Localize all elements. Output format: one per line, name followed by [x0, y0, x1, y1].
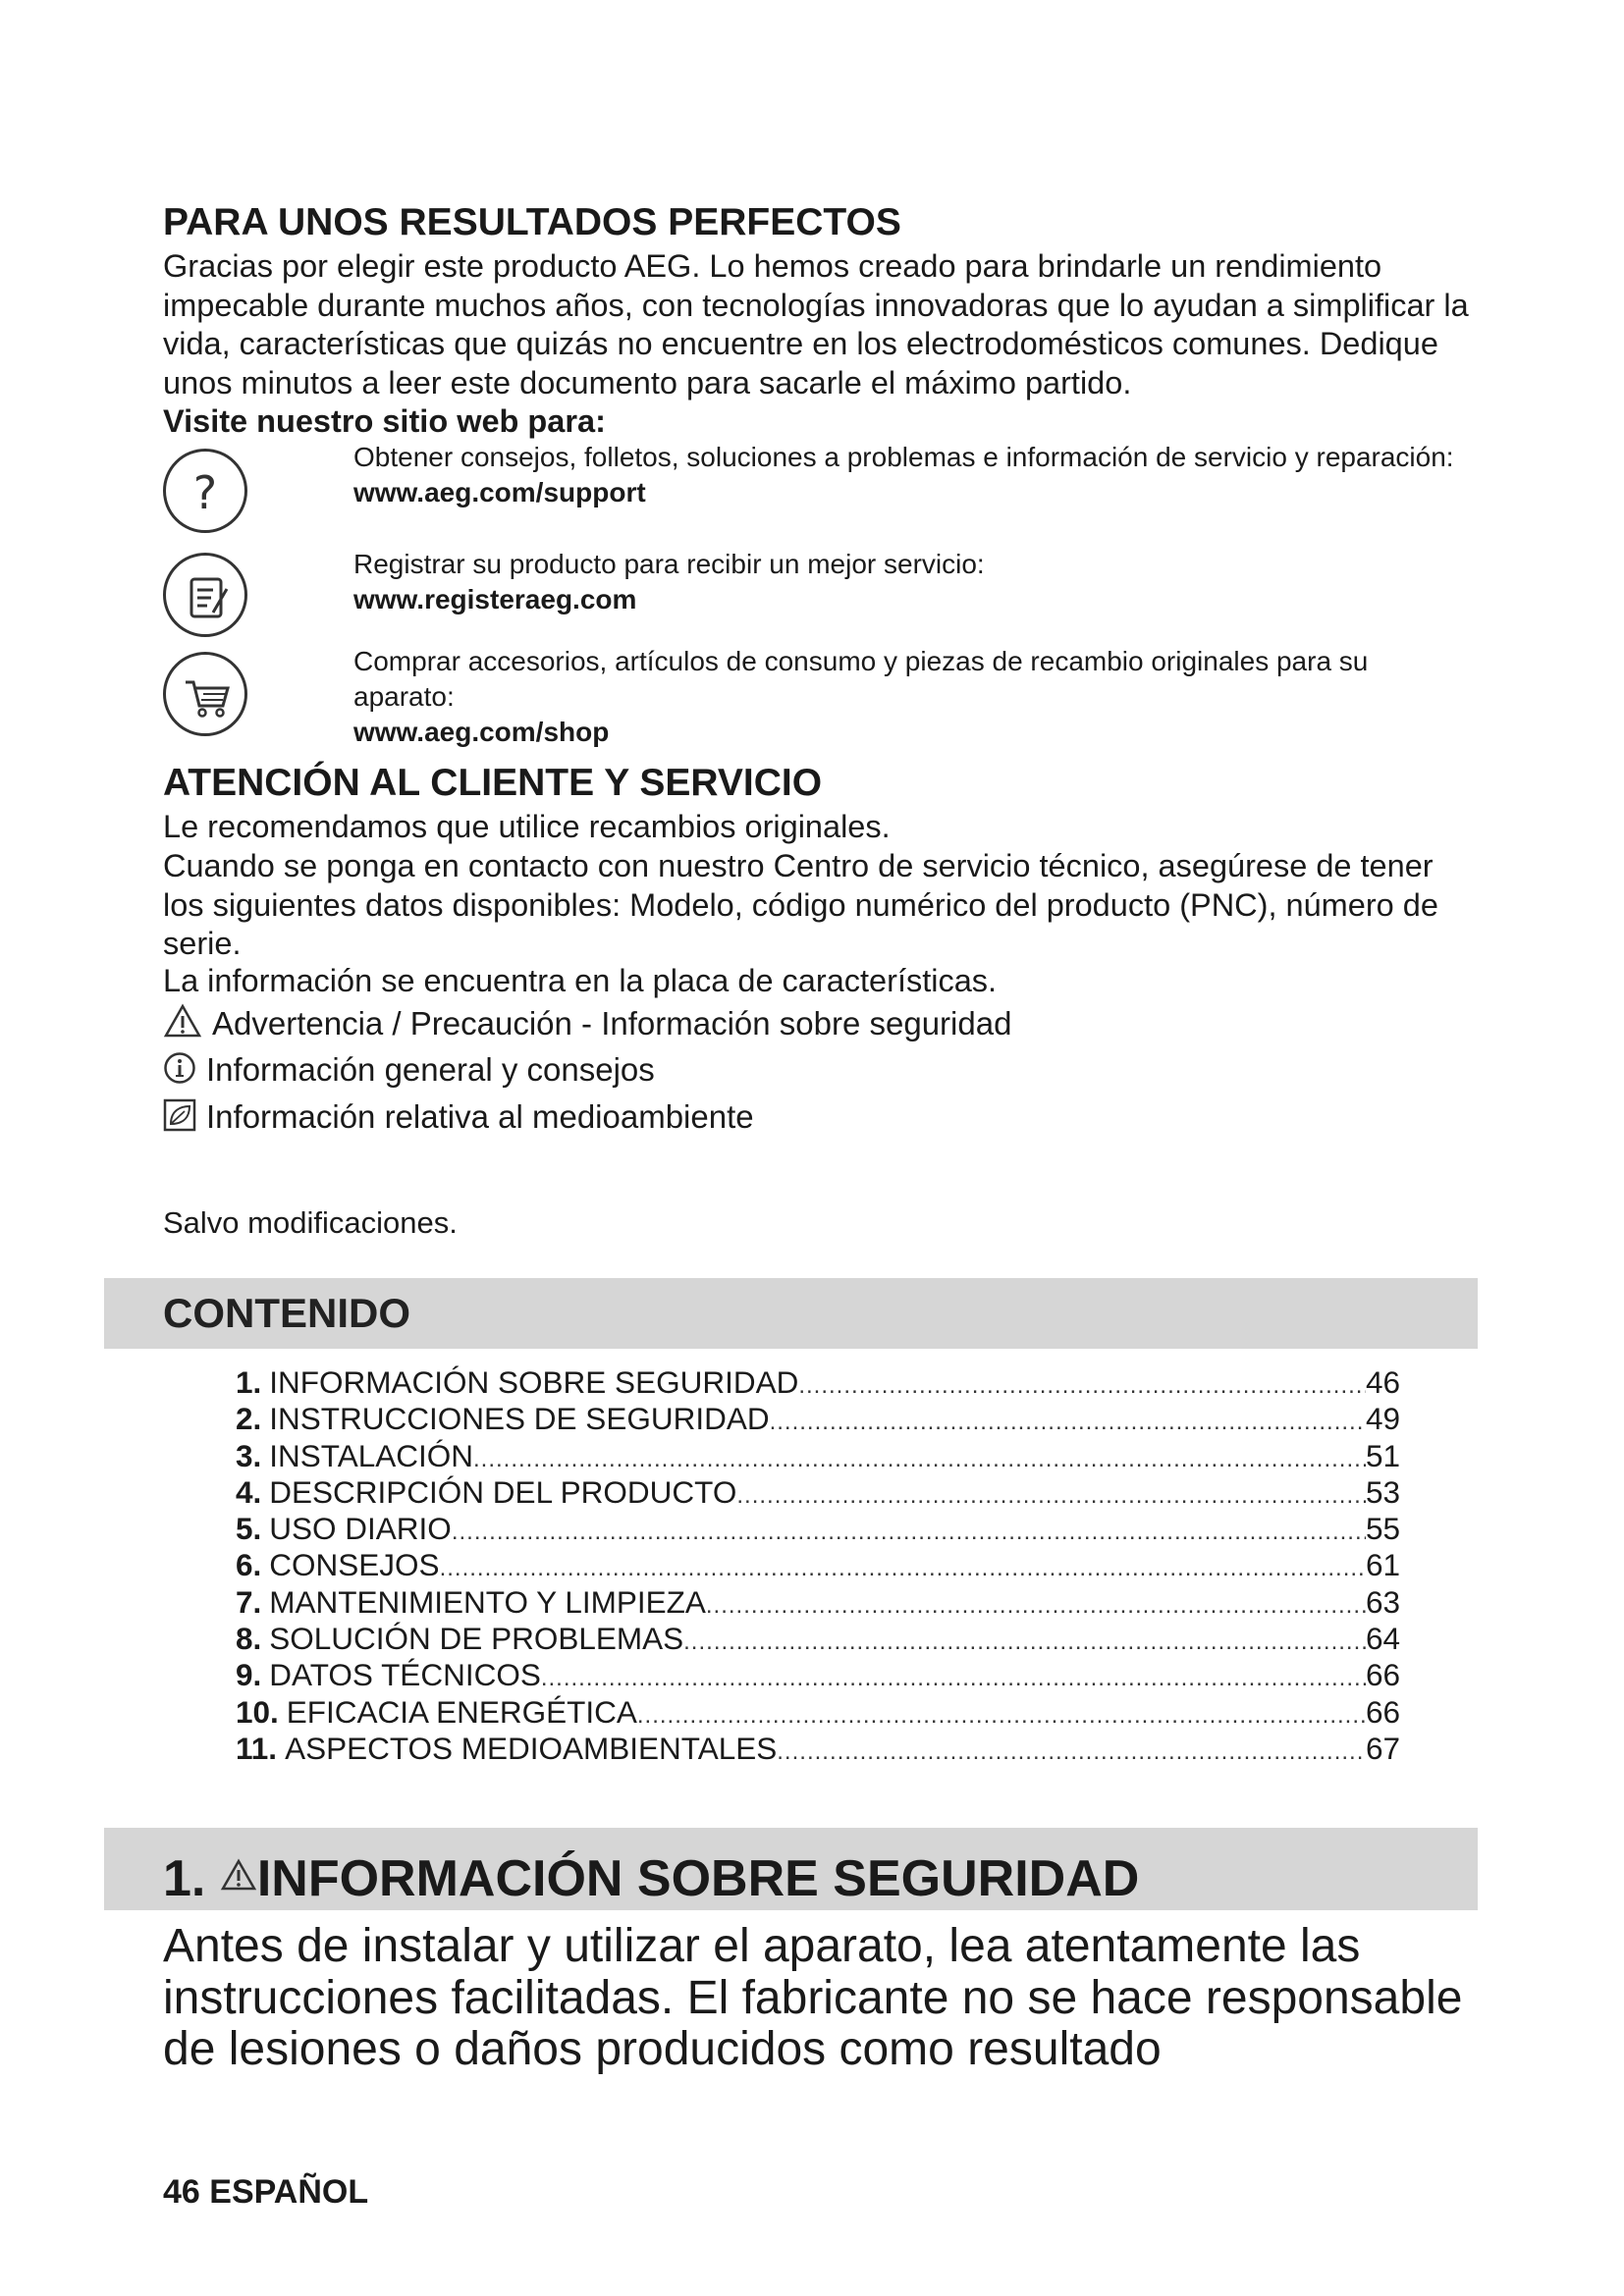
safety-section-heading: INFORMACIÓN SOBRE SEGURIDAD [256, 1850, 1140, 1907]
toc-item[interactable]: 9. DATOS TÉCNICOS ..... 66 [236, 1657, 1400, 1693]
toc-item[interactable]: 8. SOLUCIÓN DE PROBLEMAS ..... 64 [236, 1621, 1400, 1657]
intro-title: PARA UNOS RESULTADOS PERFECTOS [163, 201, 901, 243]
legend-text: Advertencia / Precaución - Información sobre seguridad [212, 1005, 1012, 1041]
page-footer [163, 2172, 368, 2212]
legend-warning [163, 1003, 1011, 1047]
shopping-cart-icon [163, 652, 247, 736]
service-line-2: Cuando se ponga en contacto con nuestro Centro de servicio técnico, asegúrese de tener los siguientes datos disponibles: Modelo, código numérico del producto (PNC), número de serie. [163, 848, 1438, 961]
toc-item[interactable]: 7. MANTENIMIENTO Y LIMPIEZA ..... 63 [236, 1584, 1400, 1621]
safety-lead-paragraph: Antes de instalar y utilizar el aparato, lea atentamente las instrucciones facilitadas. El fabricante no se hace responsable de lesiones o daños producidos como resultado [163, 1920, 1463, 2075]
service-title: ATENCIÓN AL CLIENTE Y SERVICIO [163, 762, 823, 804]
toc-item[interactable]: 3. INSTALACIÓN ..... 51 [236, 1438, 1400, 1474]
footer-language: ESPAÑOL [209, 2173, 369, 2211]
toc-item[interactable]: 5. USO DIARIO ..... 55 [236, 1511, 1400, 1547]
web-item-text: Registrar su producto para recibir un mejor servicio: [353, 549, 985, 579]
warning-triangle-icon [220, 1845, 257, 1904]
toc-item[interactable]: 11. ASPECTOS MEDIOAMBIENTALES ..... 67 [236, 1731, 1400, 1767]
safety-section-number: 1. [163, 1850, 206, 1907]
toc-item[interactable]: 10. EFICACIA ENERGÉTICA ..... 66 [236, 1694, 1400, 1731]
question-icon [163, 449, 247, 533]
register-link[interactable]: www.registeraeg.com [353, 584, 637, 614]
info-icon [163, 1051, 196, 1094]
web-item-register [353, 547, 1473, 617]
shop-link[interactable]: www.aeg.com/shop [353, 717, 610, 747]
service-line-1: Le recomendamos que utilice recambios originales. [163, 809, 891, 844]
web-item-shop [353, 644, 1473, 750]
register-document-icon [163, 553, 247, 637]
web-item-text: Comprar accesorios, artículos de consumo y piezas de recambio originales para su aparato: [353, 646, 1369, 712]
legend-text: Información relativa al medioambiente [206, 1098, 754, 1135]
contents-title: CONTENIDO [163, 1290, 410, 1336]
service-line-3: La información se encuentra en la placa de características. [163, 963, 998, 998]
web-item-support [353, 440, 1473, 510]
legend-text: Información general y consejos [206, 1051, 655, 1088]
web-item-text: Obtener consejos, folletos, soluciones a problemas e información de servicio y reparación: [353, 442, 1454, 472]
page-number: 46 [163, 2173, 200, 2211]
toc-item[interactable]: 6. CONSEJOS ..... 61 [236, 1547, 1400, 1583]
leaf-environment-icon [163, 1098, 196, 1141]
toc-item[interactable]: 4. DESCRIPCIÓN DEL PRODUCTO ..... 53 [236, 1474, 1400, 1511]
visit-website-label: Visite nuestro sitio web para: [163, 403, 606, 439]
support-link[interactable]: www.aeg.com/support [353, 477, 646, 507]
modifications-note: Salvo modificaciones. [163, 1205, 458, 1240]
intro-paragraph: Gracias por elegir este producto AEG. Lo hemos creado para brindarle un rendimiento impecable durante muchos años, con tecnologías innovadoras que lo ayudan a simplificar la vida, características que quizás no encuentre en los electrodomésticos comunes. Dedique unos minutos a leer este documento para sacarle el máximo partido. [163, 248, 1469, 400]
toc-item[interactable]: 2. INSTRUCCIONES DE SEGURIDAD ..... 49 [236, 1401, 1400, 1437]
safety-section-title [163, 1845, 1139, 1908]
table-of-contents [236, 1364, 1400, 1767]
svg-text:?: ? [192, 466, 218, 519]
legend-environment [163, 1097, 754, 1141]
warning-triangle-icon [163, 1003, 202, 1047]
toc-item[interactable]: 1. INFORMACIÓN SOBRE SEGURIDAD ..... 46 [236, 1364, 1400, 1401]
legend-info [163, 1050, 655, 1094]
